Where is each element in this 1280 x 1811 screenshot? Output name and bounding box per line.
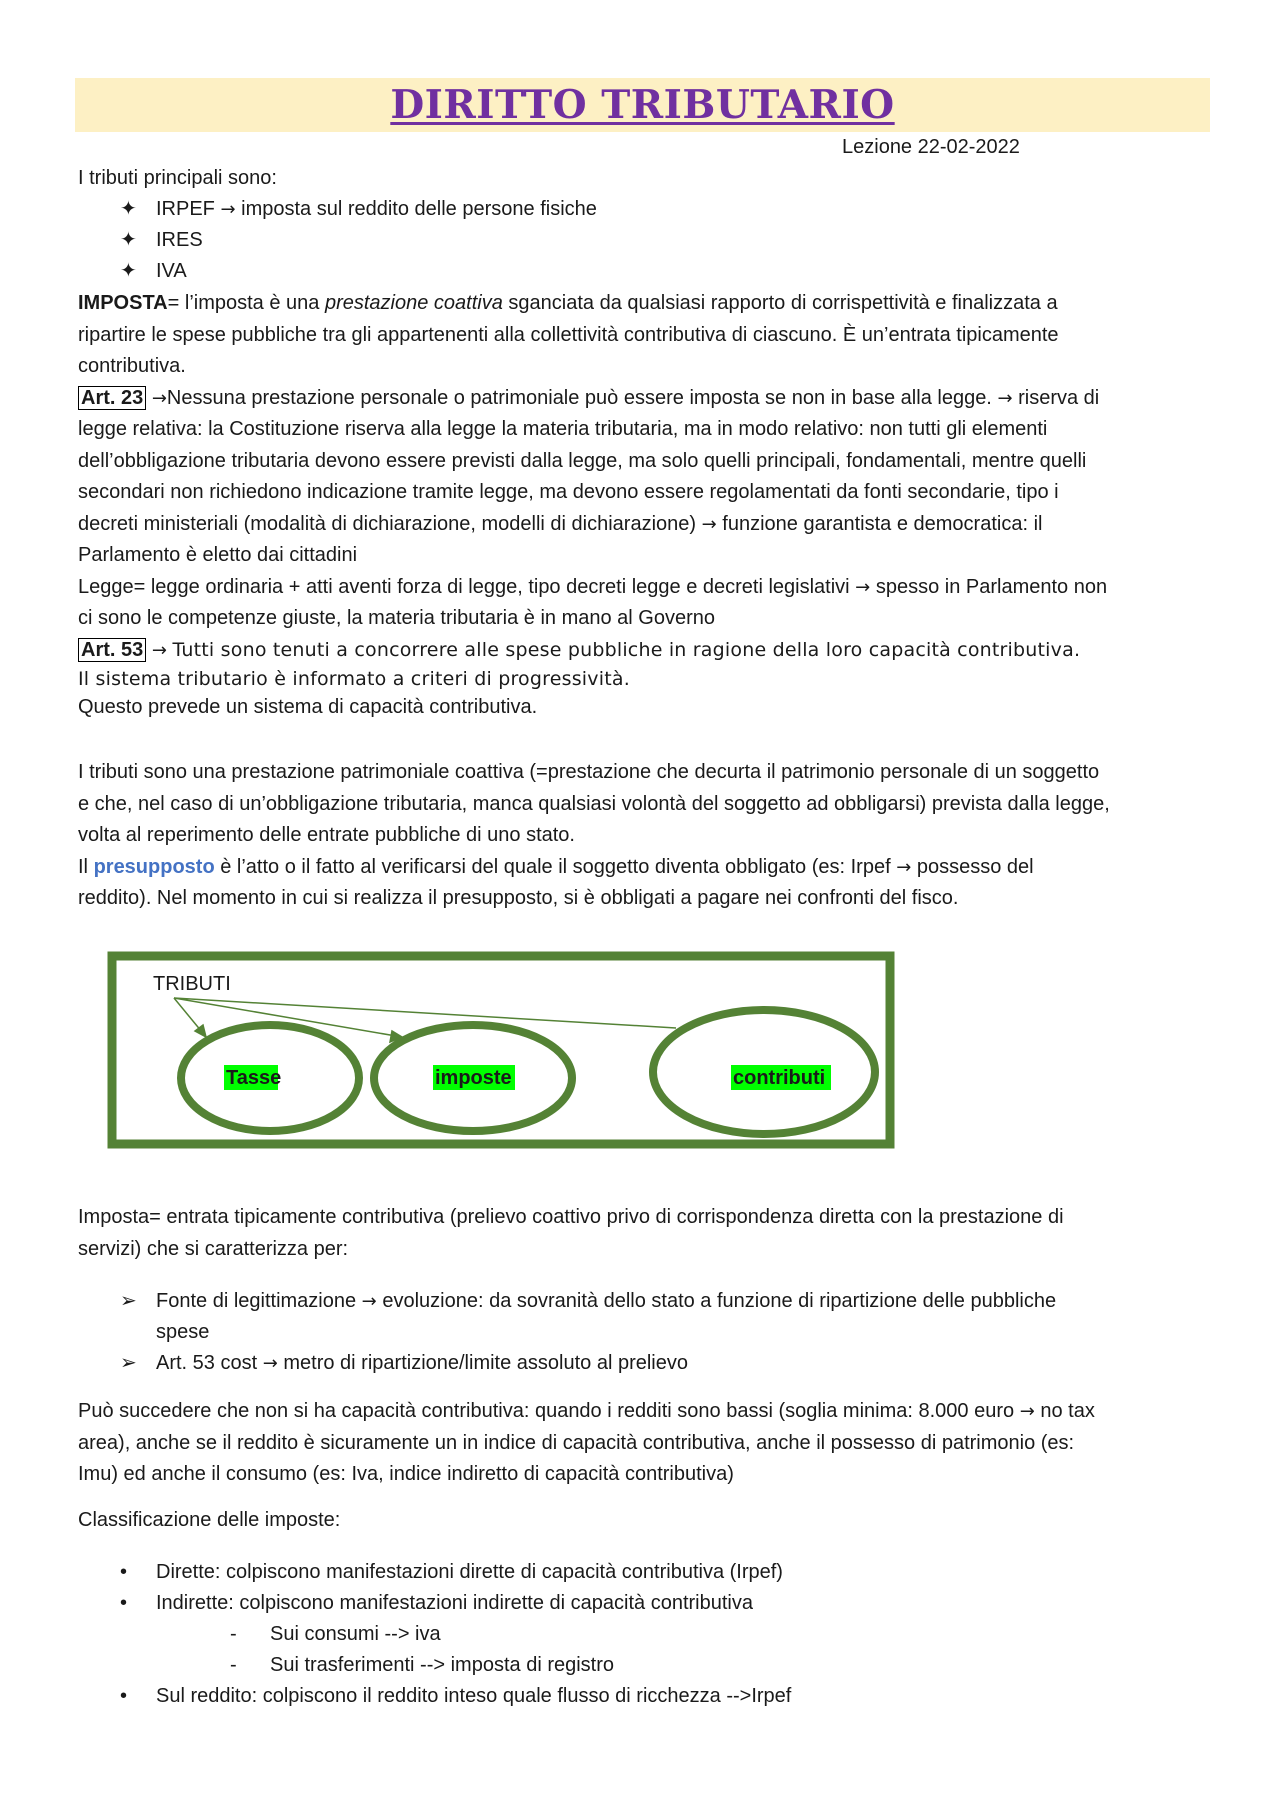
characteristics-list: ➢ Fonte di legittimazione → evoluzione: da sovranità dello stato a funzione di ripartizione delle pubbliche spese ➢ Art. 53 cost → metro di ripartizione/limite assoluto al prelievo xyxy=(120,1286,1056,1379)
list-item: ✦ IRES xyxy=(120,225,597,256)
tasse-label: Tasse xyxy=(226,1067,282,1089)
presupposto-term: presupposto xyxy=(93,855,215,878)
diagram-root-label: TRIBUTI xyxy=(153,973,231,995)
art23-label: Art. 23 xyxy=(78,386,146,410)
art53-label: Art. 53 xyxy=(78,638,146,662)
arrow-right-icon: → xyxy=(896,856,912,878)
list-item: • Sul reddito: colpiscono il reddito inteso quale flusso di ricchezza -->Irpef xyxy=(120,1681,791,1712)
classificazione-list-cont xyxy=(120,1681,791,1712)
arrow-right-icon: → xyxy=(151,387,167,409)
list-item: ✦ IVA xyxy=(120,256,597,287)
arrow-right-icon: → xyxy=(262,1353,278,1374)
star-bullet-icon: ✦ xyxy=(120,229,137,251)
tributi-diagram xyxy=(106,950,896,1150)
dot-bullet-icon: • xyxy=(120,1592,128,1614)
arrow-bullet-icon: ➢ xyxy=(120,1290,137,1312)
lesson-date: Lezione 22-02-2022 xyxy=(842,136,1020,158)
classificazione-heading: Classificazione delle imposte: xyxy=(78,1509,341,1531)
art23-paragraph: Art. 23 →Nessuna prestazione personale o patrimoniale può essere imposta se non in base alla legge. → riserva di xyxy=(78,383,1203,415)
arrow-right-icon: → xyxy=(151,639,167,661)
definitions-section: IMPOSTA= l’imposta è una prestazione coattiva sganciata da qualsiasi rapporto di corrispettività e finalizzata a ripartire le spese pubbliche tra gli appartenenti alla collettività contributiva di ciascuno. È un’entrata tipicamente contributiva. Art. 23 →Nessuna prestazione personale o patrimoniale può essere imposta se non in base alla legge. → riserva di legge relativa: la Costituzione riserva alla legge la materia tributaria, ma in modo relativo: non tutti gli elementi dell’obbligazione tributaria devono essere previsti dalla legge, ma solo quelli principali, fondamentali, mentre quelli secondari non richiedono indicazione tramite legge, ma devono essere regolamentati da fonti secondarie, tipo i decreti ministeriali (modalità di dichiarazione, modelli di dichiarazione) → funzione garantista e democratica: il Parlamento è eletto dai cittadini Legge= legge ordinaria + atti aventi forza di legge, tipo decreti legge e decreti legislativi → spesso in Parlamento non ci sono le competenze giuste, la materia tributaria è in mano al Governo Art. 53 → Tutti sono tenuti a concorrere alle spese pubbliche in ragione della loro capacità contributiva. Il sistema tributario è informato a criteri di progressività. Questo prevede un sistema di capacità contributiva. xyxy=(78,288,1203,724)
art53-paragraph: Art. 53 → Tutti sono tenuti a concorrere alle spese pubbliche in ragione della loro capacità contributiva. xyxy=(78,635,1203,667)
imposta-definition: IMPOSTA= l’imposta è una prestazione coattiva sganciata da qualsiasi rapporto di corrispettività e finalizzata a xyxy=(78,292,1058,314)
arrow-right-icon: → xyxy=(855,576,871,598)
legge-paragraph: Legge= legge ordinaria + atti aventi forza di legge, tipo decreti legge e decreti legislativi → spesso in Parlamento non xyxy=(78,575,1108,598)
list-item: • Indirette: colpiscono manifestazioni indirette di capacità contributiva xyxy=(120,1588,783,1619)
list-item: ✦ IRPEF → imposta sul reddito delle persone fisiche xyxy=(120,194,597,225)
list-item: ➢ Art. 53 cost → metro di ripartizione/limite assoluto al prelievo xyxy=(120,1348,1056,1379)
capacita-paragraph: Può succedere che non si ha capacità contributiva: quando i redditi sono bassi (soglia minima: 8.000 euro → no tax area), anche se il reddito è sicuramente un in indice di capacità contributiva, anche il possesso di patrimonio (es: Imu) ed anche il consumo (es: Iva, indice indiretto di capacità contributiva) xyxy=(78,1400,1095,1485)
arrow-right-icon: → xyxy=(220,199,236,220)
contributi-label: contributi xyxy=(733,1067,826,1089)
imposte-label: imposte xyxy=(435,1067,512,1089)
document-page: DIRITTO TRIBUTARIO Lezione 22-02-2022 I tributi principali sono: ✦ IRPEF → imposta sul reddito delle persone fisiche ✦ IRES ✦ IVA IMPOSTA= l’imposta è una prestazione coattiva sganciata da qualsiasi rapporto di corrispettività e finalizzata a ripartire le spese pubbliche tra gli appartenenti alla collettività contributiva di ciascuno. È un’entrata tipicamente contributiva. Art. 23 →Nessuna prestazione personale o patrimoniale può essere imposta se non in base alla legge. → riserva di legge relativa: la Costituzione riserva alla legge la materia tributaria, ma in modo relativo: non tutti gli elementi dell’obbligazione tributaria devono essere previsti dalla legge, ma solo quelli principali, fondamentali, mentre quelli secondari non richiedono indicazione tramite legge, ma devono essere regolamentati da fonti secondarie, tipo i decreti ministeriali (modalità di dichiarazione, modelli di dichiarazione) → funzione garantista e democratica: il Parlamento è eletto dai cittadini Legge= legge ordinaria + atti aventi forza di legge, tipo decreti legge e decreti legislativi → spesso in Parlamento non ci sono le competenze giuste, la materia tributaria è in mano al Governo Art. 53 → Tutti sono tenuti a concorrere alle spese pubbliche in ragione della loro capacità contributiva. Il sistema tributario è informato a criteri di progressività. Questo prevede un sistema di capacità contributiva. I tributi sono una prestazione patrimoniale coattiva (=prestazione che decurta il patrimonio personale di un soggetto e che, nel caso di un’obbligazione tributaria, manca qualsiasi volontà del soggetto ad obbligarsi) prevista dalla legge, volta al reperimento delle entrate pubbliche di uno stato. Il presupposto è l’atto o il fatto al verificarsi del quale il soggetto diventa obbligato (es: Irpef → possesso del reddito). Nel momento in cui si realizza il presupposto, si è obbligati a pagare nei confronti del fisco. TRIBUTI Tasse imposte contributi Imposta= entrata tipicamente contributiva (prelievo coattivo privo di corrispondenza diretta con la prestazione di servizi) che si caratterizza per: ➢ Fonte di legittimazione → evoluzione: da sovranità dello stato a funzione di ripartizione delle pubbliche spese ➢ Art. 53 cost → metro di ripartizione/limite assoluto al prelievo Può succedere che non si ha capacità contributiva: quando i redditi sono bassi (soglia minima: 8.000 euro → no tax area), anche se il reddito è sicuramente un in indice di capacità contributiva, anche il possesso di patrimonio (es: Imu) ed anche il consumo (es: Iva, indice indiretto di capacità contributiva) Classificazione delle imposte: • Dirette: colpiscono manifestazioni dirette di capacità contributiva (Irpef) • Indirette: colpiscono manifestazioni indirette di capacità contributiva - Sui consumi --> iva - Sui trasferimenti --> imposta di registro • Sul reddito: colpiscono il reddito inteso quale flusso di ricchezza -->Irpef xyxy=(0,0,1280,1811)
arrow-to-tasse xyxy=(174,998,202,1032)
star-bullet-icon: ✦ xyxy=(120,198,137,220)
intro-lead: I tributi principali sono: xyxy=(78,167,277,189)
tributi-paragraph: I tributi sono una prestazione patrimoniale coattiva (=prestazione che decurta il patrimonio personale di un soggetto e che, nel caso di un’obbligazione tributaria, manca qualsiasi volontà del soggetto ad obbligarsi) prevista dalla legge, volta al reperimento delle entrate pubbliche di uno stato. Il presupposto è l’atto o il fatto al verificarsi del quale il soggetto diventa obbligato (es: Irpef → possesso del reddito). Nel momento in cui si realizza il presupposto, si è obbligati a pagare nei confronti del fisco. xyxy=(78,761,1110,909)
arrow-right-icon: → xyxy=(997,387,1013,409)
dot-bullet-icon: • xyxy=(120,1561,128,1583)
imposta-characteristics: Imposta= entrata tipicamente contributiva (prelievo coattivo privo di corrispondenza diretta con la prestazione di servizi) che si caratterizza per: xyxy=(78,1206,1064,1260)
list-item: • Dirette: colpiscono manifestazioni dirette di capacità contributiva (Irpef) xyxy=(120,1557,783,1588)
list-item: ➢ Fonte di legittimazione → evoluzione: da sovranità dello stato a funzione di ripartizione delle pubbliche xyxy=(120,1286,1056,1317)
title-banner xyxy=(75,78,1210,132)
tributi-list xyxy=(120,194,597,287)
arrow-right-icon: → xyxy=(701,513,717,535)
dot-bullet-icon: • xyxy=(120,1685,128,1707)
arrow-right-icon: → xyxy=(1019,1401,1035,1422)
arrow-bullet-icon: ➢ xyxy=(120,1352,137,1374)
arrow-right-icon: → xyxy=(361,1291,377,1312)
classificazione-list xyxy=(120,1557,783,1619)
page-title: DIRITTO TRIBUTARIO xyxy=(390,82,895,128)
star-bullet-icon: ✦ xyxy=(120,260,137,282)
arrowhead-icon xyxy=(195,1025,206,1037)
